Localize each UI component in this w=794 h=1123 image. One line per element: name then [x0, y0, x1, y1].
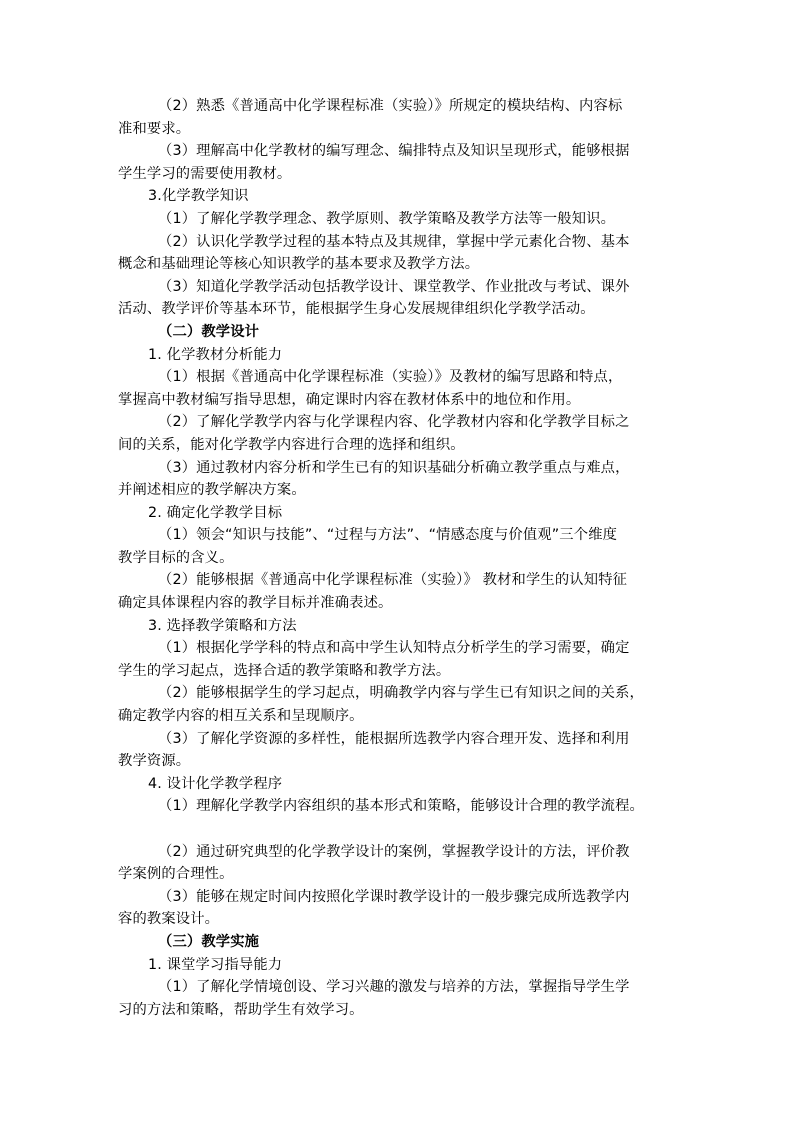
document-body [118, 95, 688, 1021]
text-line: （1）根据化学学科的特点和高中学生认知特点分析学生的学习需要，确定 [158, 640, 630, 657]
section-heading: （二）教学设计 [158, 323, 260, 340]
text-line: 教学资源。 [118, 753, 191, 770]
text-line: 概念和基础理论等核心知识教学的基本要求及教学方法。 [118, 256, 480, 273]
text-line: 学生学习的需要使用教材。 [118, 165, 292, 182]
text-line: 1. 化学教材分析能力 [148, 346, 283, 363]
text-line: 间的关系，能对化学教学内容进行合理的选择和组织。 [118, 436, 465, 453]
text-line: （1）理解化学教学内容组织的基本形式和策略，能够设计合理的教学流程。 [158, 798, 644, 815]
text-line: （2）能够根据学生的学习起点，明确教学内容与学生已有知识之间的关系， [158, 685, 644, 702]
section-heading: （三）教学实施 [158, 933, 260, 950]
text-line: 4. 设计化学教学程序 [148, 775, 283, 792]
text-line: 习的方法和策略，帮助学生有效学习。 [118, 1001, 364, 1018]
text-line: （2）通过研究典型的化学教学设计的案例，掌握教学设计的方法，评价教 [158, 843, 630, 860]
text-line: 掌握高中教材编写指导思想，确定课时内容在教材体系中的地位和作用。 [118, 391, 581, 408]
text-line: 并阐述相应的教学解决方案。 [118, 482, 306, 499]
text-line: 容的教案设计。 [118, 911, 220, 928]
text-line: 确定教学内容的相互关系和呈现顺序。 [118, 708, 364, 725]
text-line: 3. 选择教学策略和方法 [148, 617, 297, 634]
text-line: （3）了解化学资源的多样性，能根据所选教学内容合理开发、选择和利用 [158, 730, 630, 747]
text-line: （1）了解化学教学理念、教学原则、教学策略及教学方法等一般知识。 [158, 210, 616, 227]
text-line: （2）能够根据《普通高中化学课程标准（实验）》 教材和学生的认知特征 [158, 572, 628, 589]
blank-line [118, 818, 688, 841]
text-line: 准和要求。 [118, 120, 191, 137]
text-line: 确定具体课程内容的教学目标并准确表述。 [118, 595, 393, 612]
text-line: （1）了解化学情境创设、学习兴趣的激发与培养的方法，掌握指导学生学 [158, 979, 630, 996]
text-line: 3.化学教学知识 [148, 188, 249, 205]
text-line: （1）领会“知识与技能”、“过程与方法”、“情感态度与价值观”三个维度 [158, 527, 618, 544]
text-line: 1. 课堂学习指导能力 [148, 956, 283, 973]
text-line: （3）理解高中化学教材的编写理念、编排特点及知识呈现形式，能够根据 [158, 143, 630, 160]
text-line: （3）通过教材内容分析和学生已有的知识基础分析确立教学重点与难点， [158, 459, 630, 476]
text-line: （2）了解化学教学内容与化学课程内容、化学教材内容和化学教学目标之 [158, 414, 630, 431]
text-line: 活动、教学评价等基本环节，能根据学生身心发展规律组织化学教学活动。 [118, 301, 595, 318]
text-line: （3）能够在规定时间内按照化学课时教学设计的一般步骤完成所选教学内 [158, 888, 630, 905]
text-line: （2）熟悉《普通高中化学课程标准（实验）》所规定的模块结构、内容标 [158, 98, 623, 114]
text-line: 2. 确定化学教学目标 [148, 504, 283, 521]
text-line: （3）知道化学教学活动包括教学设计、课堂教学、作业批改与考试、课外 [158, 278, 630, 295]
text-line: （1）根据《普通高中化学课程标准（实验）》及教材的编写思路和特点， [158, 369, 623, 386]
text-line: （2）认识化学教学过程的基本特点及其规律，掌握中学元素化合物、基本 [158, 233, 630, 250]
text-line: 学生的学习起点，选择合适的教学策略和教学方法。 [118, 662, 451, 679]
text-line: 学案例的合理性。 [118, 866, 234, 883]
text-line: 教学目标的含义。 [118, 549, 234, 566]
